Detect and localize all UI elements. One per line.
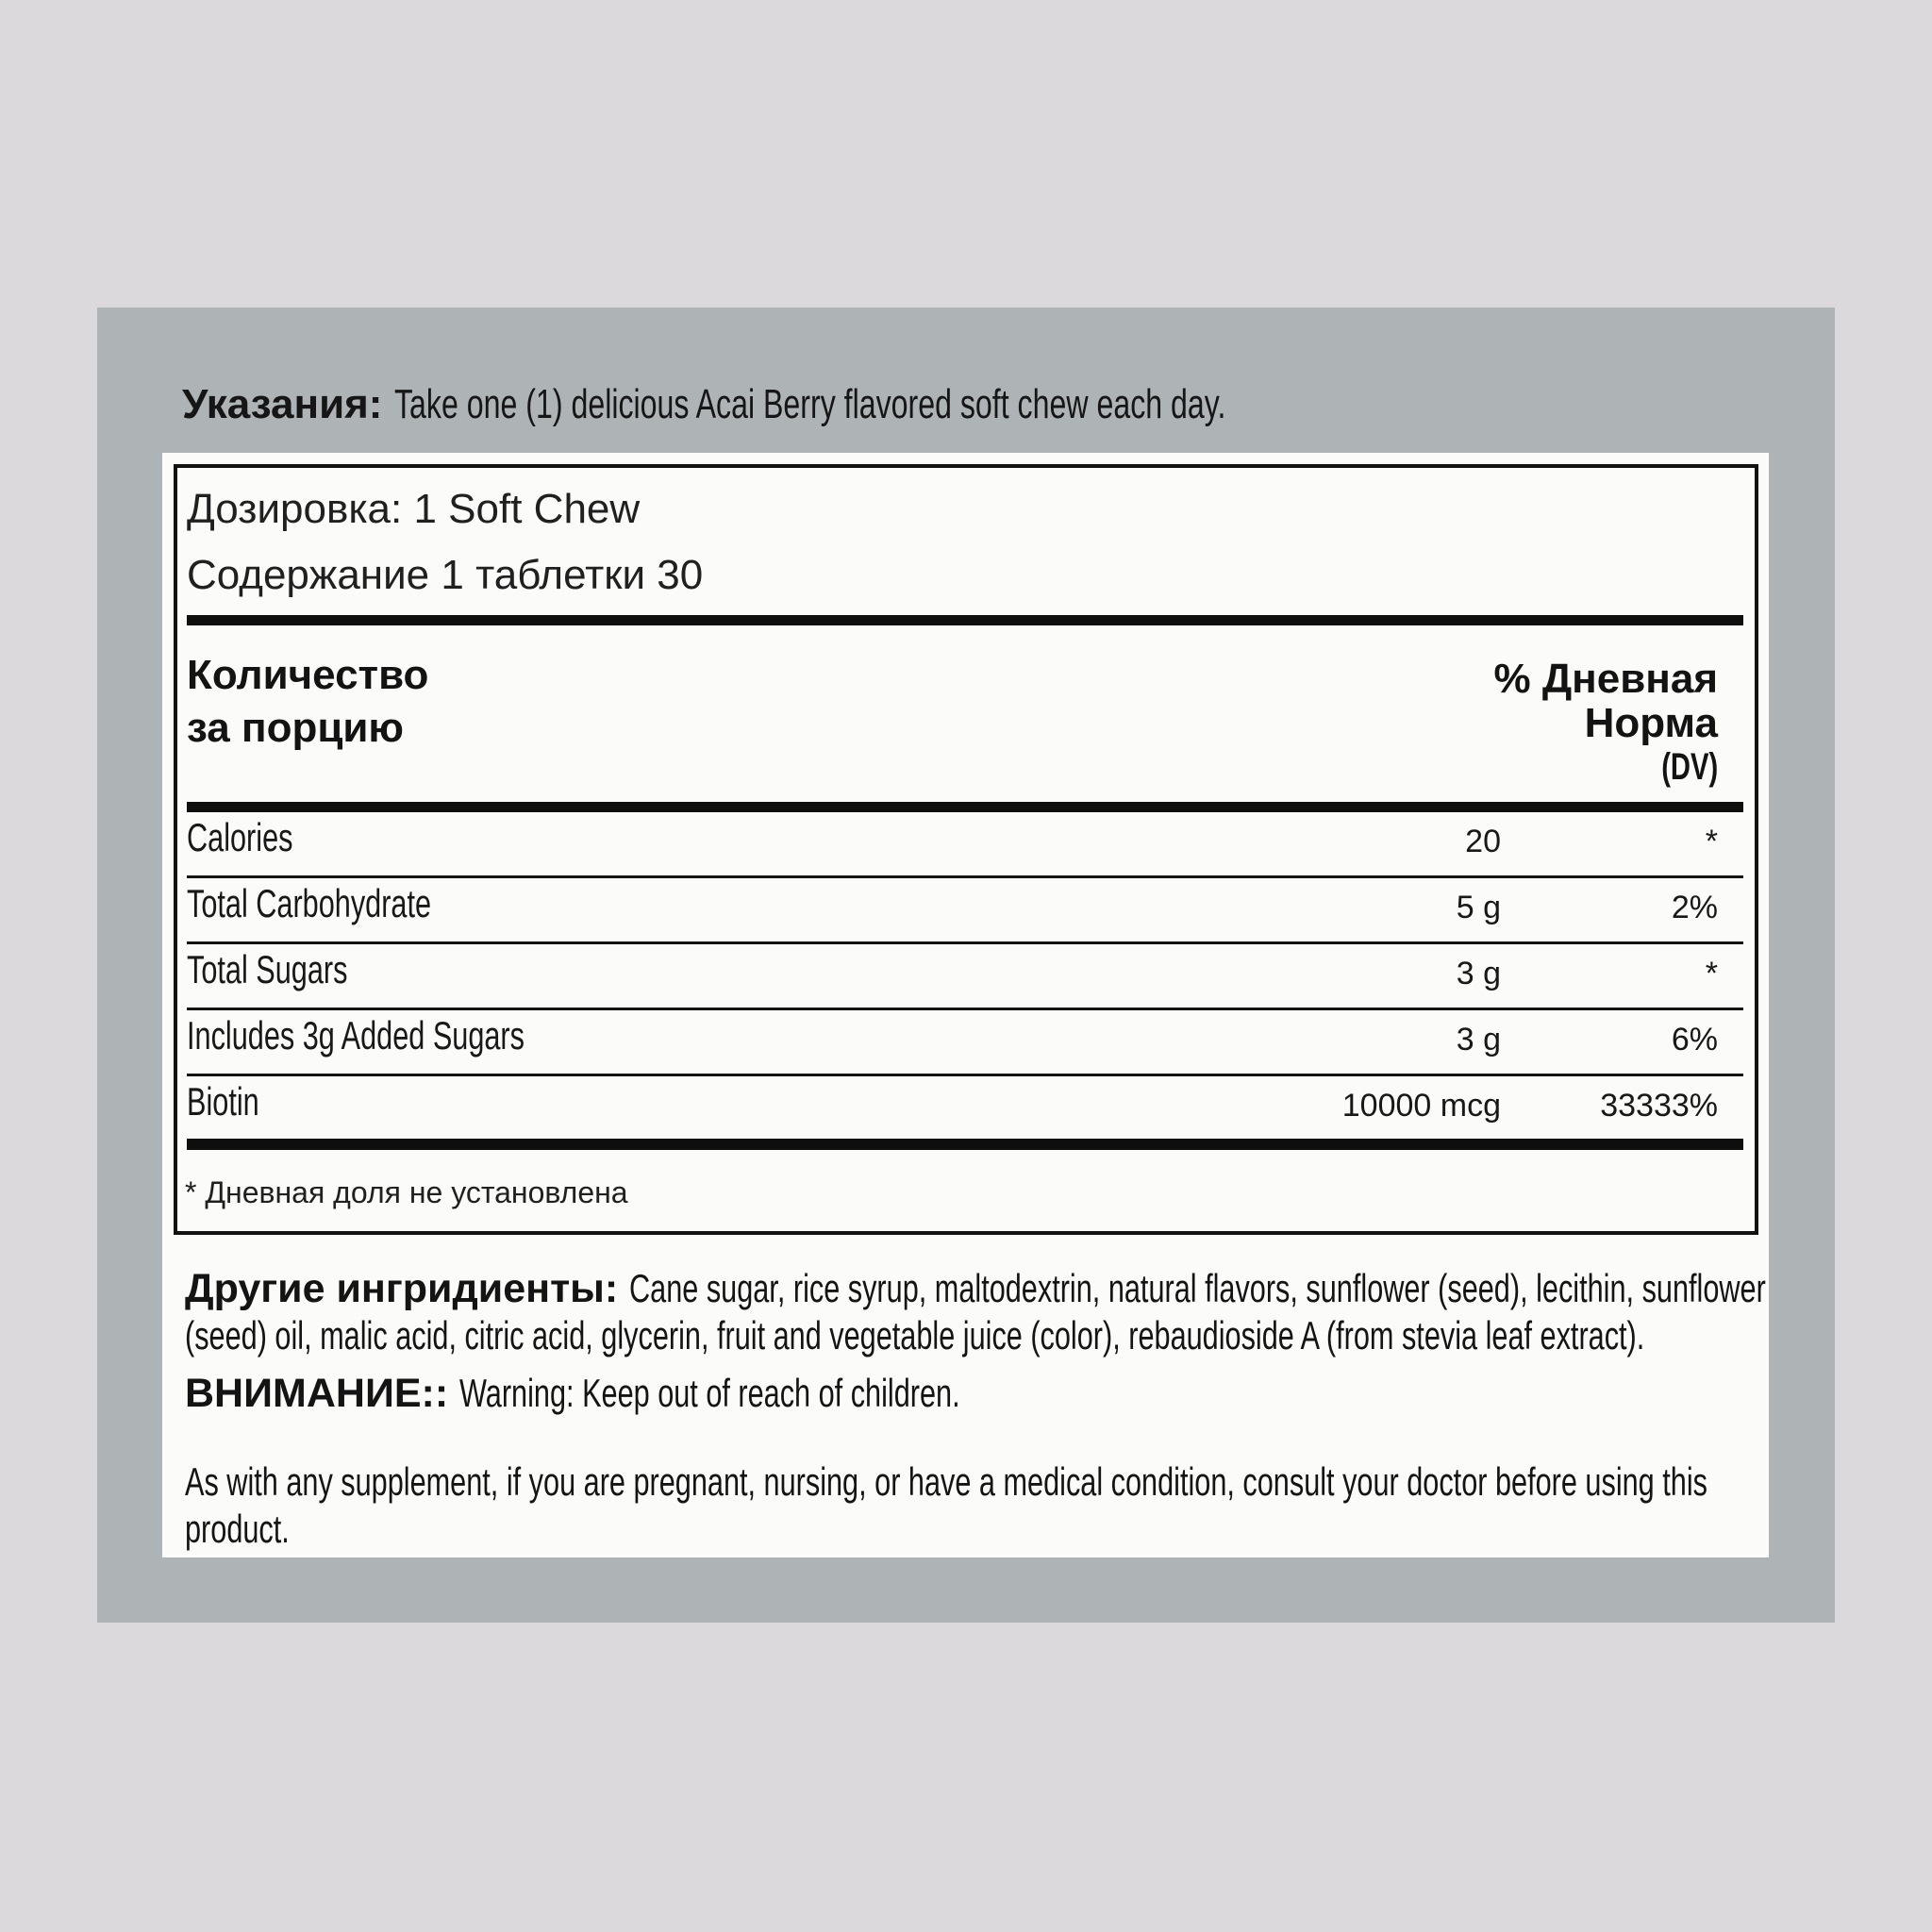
table-row-total-carbohydrate (187, 878, 1743, 944)
heavy-rule-top (187, 615, 1743, 625)
nutrition-rows (187, 812, 1743, 1140)
table-row-added-sugars (187, 1010, 1743, 1076)
directions-line (182, 381, 1533, 428)
disclaimer-line1: As with any supplement, if you are pregnant, nursing, or have a medical condition, consult your doctor before using this (185, 1459, 1707, 1504)
other-ingredients-label: Другие ингридиенты: (185, 1266, 619, 1311)
amount-per-serving-header (187, 649, 428, 755)
row-label: Total Sugars (187, 947, 348, 991)
row-label: Calories (187, 815, 293, 859)
row-dv: 33333% (1600, 1088, 1718, 1124)
row-label: Includes 3g Added Sugars (187, 1013, 525, 1058)
amount-header-line2: за порцию (187, 705, 404, 751)
row-label: Total Carbohydrate (187, 881, 432, 925)
row-amount: 3 g (1456, 1022, 1501, 1058)
row-amount: 10000 mcg (1341, 1088, 1501, 1124)
directions-text: Take one (1) delicious Acai Berry flavored soft chew each day. (393, 381, 1226, 427)
warning-line: ВНИМАНИЕ:: Warning: Keep out of reach of children. (185, 1371, 960, 1416)
servings-per-container-line: Содержание 1 таблетки 30 (187, 552, 704, 598)
row-dv: 6% (1671, 1022, 1718, 1058)
heavy-rule-bottom (187, 1139, 1743, 1150)
row-label: Biotin (187, 1079, 259, 1124)
dv-header-line2: Норма (1584, 700, 1718, 746)
row-amount: 3 g (1456, 956, 1501, 991)
table-row-biotin (187, 1076, 1743, 1140)
heavy-rule-header (187, 802, 1743, 812)
table-row-total-sugars (187, 944, 1743, 1010)
other-ingredients-line1: Другие ингридиенты: Cane sugar, rice syrup, maltodextrin, natural flavors, sunflower (seed), lecithin, sunflower (185, 1266, 1766, 1311)
warning-label: ВНИМАНИЕ:: (185, 1371, 449, 1416)
table-row-calories (187, 812, 1743, 878)
row-dv: 2% (1671, 890, 1718, 925)
disclaimer-line2: product. (185, 1507, 290, 1551)
dv-header-line3: (DV) (1660, 746, 1718, 788)
other-ingredients-paragraph (185, 1265, 1932, 1359)
serving-size-line: Дозировка: 1 Soft Chew (187, 486, 641, 532)
directions-label: Указания: (182, 381, 383, 427)
amount-header-line1: Количество (187, 652, 429, 698)
daily-value-footnote: * Дневная доля не установлена (185, 1175, 628, 1209)
daily-value-header (1493, 657, 1743, 790)
supplement-facts-box (174, 464, 1758, 1235)
dv-header-line1: % Дневная (1493, 656, 1718, 702)
row-amount: 20 (1465, 824, 1501, 859)
row-amount: 5 g (1456, 890, 1501, 925)
row-dv: * (1705, 956, 1718, 991)
row-dv: * (1705, 824, 1718, 859)
disclaimer-paragraph (185, 1458, 1932, 1553)
other-ingredients-line2: (seed) oil, malic acid, citric acid, glycerin, fruit and vegetable juice (color), rebaudioside A (from stevia leaf extract). (185, 1313, 1645, 1357)
